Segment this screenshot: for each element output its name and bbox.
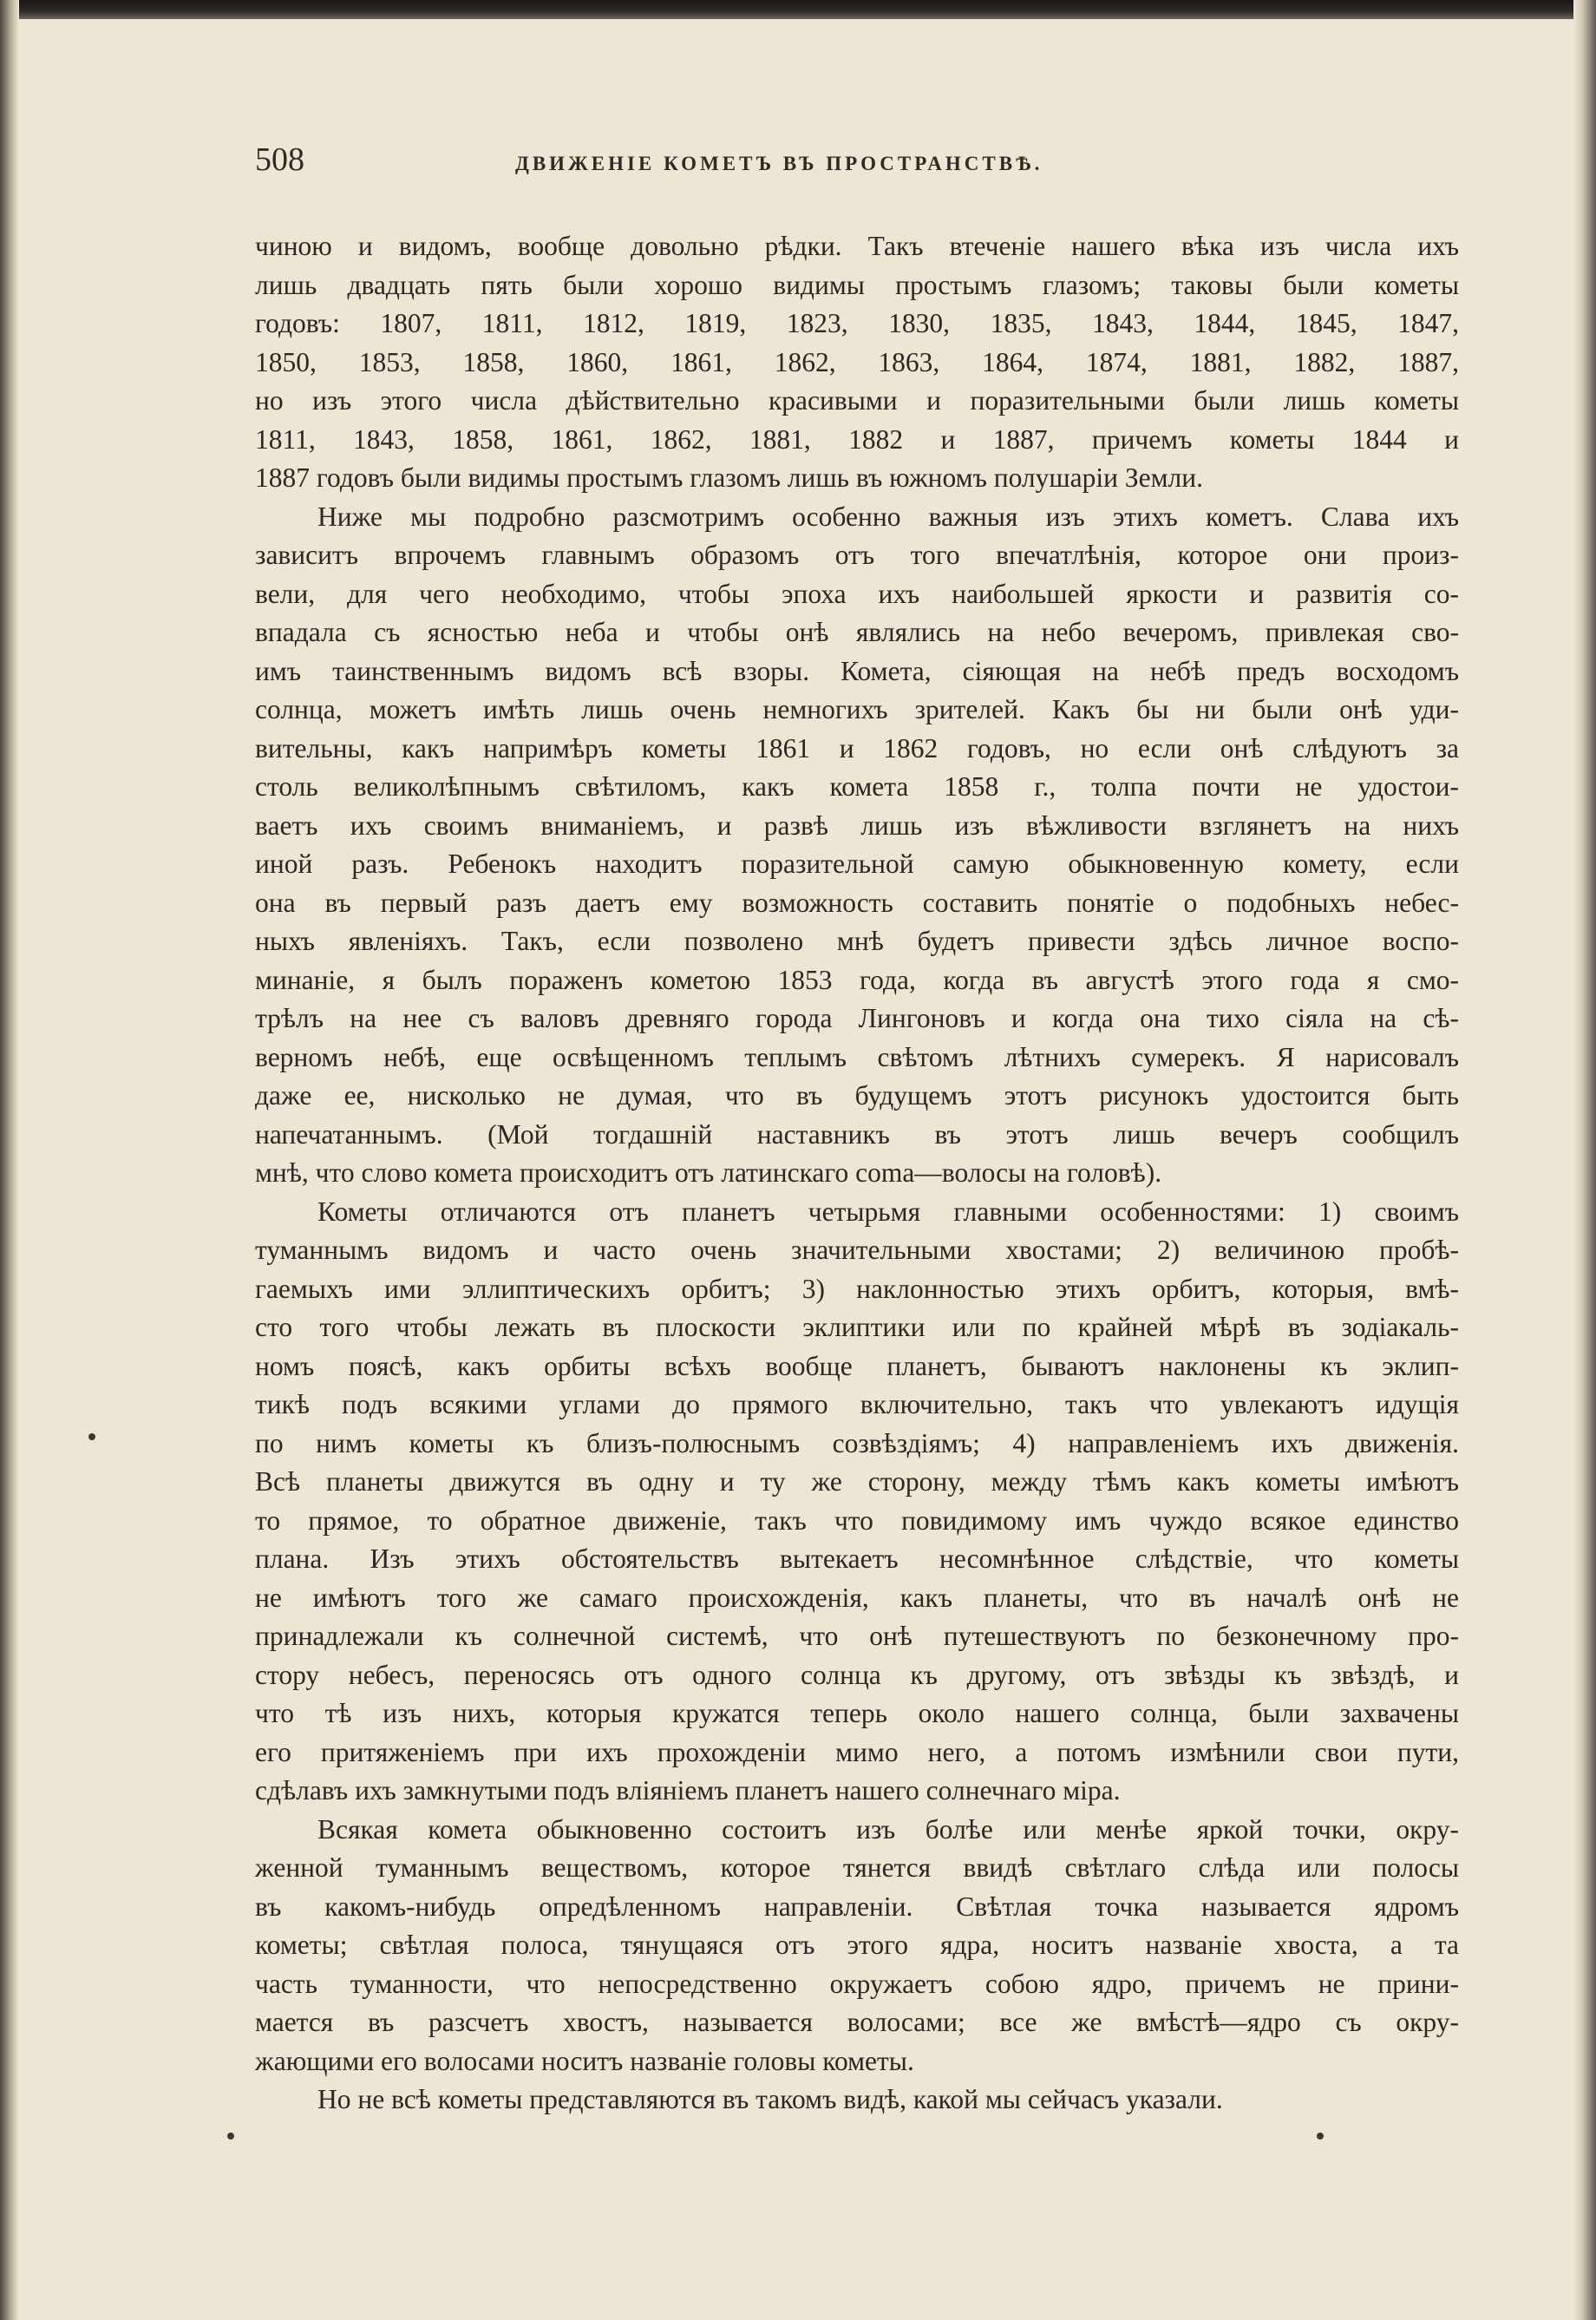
text-line: мается въ разсчетъ хвостъ, называется волосами; все же вмѣстѣ—ядро съ окру- — [255, 2007, 1459, 2037]
page-header — [255, 139, 1459, 191]
text-line: мнѣ, что слово комета происходитъ отъ латинскаго coma—волосы на головѣ). — [255, 1157, 1162, 1188]
text-line: впадала съ ясностью неба и чтобы онѣ являлись на небо вечеромъ, привлекая сво- — [255, 617, 1459, 647]
text-line: 1850, 1853, 1858, 1860, 1861, 1862, 1863, 1864, 1874, 1881, 1882, 1887, — [255, 346, 1459, 377]
text-line: ныхъ явленіяхъ. Такъ, если позволено мнѣ будетъ привести здѣсь личное воспо- — [255, 926, 1459, 956]
text-line: не имѣютъ того же самаго происхожденія, какъ планеты, что въ началѣ онѣ не — [255, 1582, 1459, 1613]
text-line: зависитъ впрочемъ главнымъ образомъ отъ того впечатлѣнія, которое они произ- — [255, 540, 1459, 570]
page-number: 508 — [255, 141, 304, 178]
text-line: что тѣ изъ нихъ, которыя кружатся теперь около нашего солнца, были захвачены — [255, 1698, 1459, 1728]
text-line: жающими его волосами носитъ названіе головы кометы. — [255, 2045, 914, 2076]
text-line: тикѣ подъ всякими углами до прямого включительно, такъ что увлекаютъ идущія — [255, 1389, 1459, 1419]
text-line: Но не всѣ кометы представляются въ такомъ видѣ, какой мы сейчасъ указали. — [317, 2084, 1223, 2114]
text-line: вели, для чего необходимо, чтобы эпоха ихъ наибольшей яркости и развитія со- — [255, 578, 1459, 609]
text-line: иной разъ. Ребенокъ находитъ поразительной самую обыкновенную комету, если — [255, 849, 1459, 879]
text-line: но изъ этого числа дѣйствительно красивыми и поразительными были лишь кометы — [255, 385, 1459, 416]
text-line: годовъ: 1807, 1811, 1812, 1819, 1823, 1830, 1835, 1843, 1844, 1845, 1847, — [255, 308, 1459, 338]
text-line: сдѣлавъ ихъ замкнутыми подъ вліяніемъ планетъ нашего солнечнаго міра. — [255, 1775, 1121, 1806]
text-line: она въ первый разъ даетъ ему возможность составить понятіе о подобныхъ небес- — [255, 887, 1459, 918]
scan-top-edge — [0, 0, 1596, 19]
scan-speck — [88, 1433, 95, 1440]
text-line: сто того чтобы лежать въ плоскости эклиптики или по крайней мѣрѣ въ зодіакаль- — [255, 1312, 1459, 1342]
scan-right-edge — [1573, 0, 1596, 2320]
text-line: женной туманнымъ веществомъ, которое тянется ввидѣ свѣтлаго слѣда или полосы — [255, 1852, 1459, 1883]
text-line: Кометы отличаются отъ планетъ четырьмя главными особенностями: 1) своимъ — [317, 1196, 1459, 1227]
text-line: чиною и видомъ, вообще довольно рѣдки. Такъ втеченіе нашего вѣка изъ числа ихъ — [255, 231, 1459, 261]
text-line: плана. Изъ этихъ обстоятельствъ вытекаетъ несомнѣнное слѣдствіе, что кометы — [255, 1543, 1459, 1574]
text-line: его притяженіемъ при ихъ прохожденіи мимо него, а потомъ измѣнили свои пути, — [255, 1736, 1459, 1767]
text-line: по нимъ кометы къ близъ-полюснымъ созвѣздіямъ; 4) направленіемъ ихъ движенія. — [255, 1427, 1459, 1458]
text-line: ваетъ ихъ своимъ вниманіемъ, и развѣ лишь изъ вѣжливости взглянетъ на нихъ — [255, 809, 1459, 841]
body-text — [255, 227, 1459, 2120]
text-line: туманнымъ видомъ и часто очень значительными хвостами; 2) величиною пробѣ- — [255, 1235, 1459, 1265]
text-line: Всѣ планеты движутся въ одну и ту же сторону, между тѣмъ какъ кометы имѣютъ — [255, 1466, 1459, 1497]
text-line: въ какомъ-нибудь опредѣленномъ направленіи. Свѣтлая точка называется ядромъ — [255, 1891, 1459, 1922]
text-line: Всякая комета обыкновенно состоитъ изъ болѣе или менѣе яркой точки, окру- — [317, 1813, 1459, 1845]
text-line: столь великолѣпнымъ свѣтиломъ, какъ комета 1858 г., толпа почти не удостои- — [255, 771, 1459, 802]
text-line: имъ таинственнымъ видомъ всѣ взоры. Комета, сіяющая на небѣ предъ восходомъ — [255, 655, 1459, 686]
text-line: 1887 годовъ были видимы простымъ глазомъ лишь въ южномъ полушаріи Земли. — [255, 462, 1204, 493]
text-line: стору небесъ, переносясь отъ одного солнца къ другому, отъ звѣзды къ звѣздѣ, и — [255, 1659, 1459, 1690]
text-line: напечатаннымъ. (Мой тогдашній наставникъ въ этотъ лишь вечеръ сообщилъ — [255, 1118, 1459, 1150]
text-line: даже ее, нисколько не думая, что въ будущемъ этотъ рисунокъ удостоится быть — [255, 1080, 1459, 1111]
running-title: ДВИЖЕНІЕ КОМЕТЪ ВЪ ПРОСТРАНСТВѢ. — [515, 153, 1043, 174]
text-line: вительны, какъ напримѣръ кометы 1861 и 1862 годовъ, но если онѣ слѣдуютъ за — [255, 732, 1459, 764]
text-line: кометы; свѣтлая полоса, тянущаяся отъ этого ядра, носитъ названіе хвоста, а та — [255, 1930, 1459, 1960]
text-line: трѣлъ на нее съ валовъ древняго города Лингоновъ и когда она тихо сіяла на сѣ- — [255, 1003, 1459, 1033]
scan-speck — [1317, 2133, 1324, 2140]
text-line: гаемыхъ ими эллиптическихъ орбитъ; 3) наклонностью этихъ орбитъ, которыя, вмѣ- — [255, 1273, 1459, 1304]
text-line: солнца, можетъ имѣть лишь очень немногихъ зрителей. Какъ бы ни были онѣ уди- — [255, 694, 1459, 724]
text-line: минаніе, я былъ пораженъ кометою 1853 года, когда въ августѣ этого года я смо- — [255, 964, 1459, 995]
text-line: лишь двадцать пять были хорошо видимы простымъ глазомъ; таковы были кометы — [255, 269, 1459, 300]
scan-speck — [227, 2133, 234, 2140]
text-line: часть туманности, что непосредственно окружаетъ собою ядро, причемъ не прини- — [255, 1968, 1459, 1999]
text-line: Ниже мы подробно разсмотримъ особенно важныя изъ этихъ кометъ. Слава ихъ — [317, 501, 1459, 532]
text-line: 1811, 1843, 1858, 1861, 1862, 1881, 1882 и 1887, причемъ кометы 1844 и — [255, 423, 1459, 455]
scan-left-edge — [0, 0, 19, 2320]
text-line: номъ поясѣ, какъ орбиты всѣхъ вообще планетъ, бываютъ наклонены къ эклип- — [255, 1350, 1459, 1381]
text-line: то прямое, то обратное движеніе, такъ что повидимому имъ чуждо всякое единство — [255, 1504, 1459, 1536]
text-line: верномъ небѣ, еще освѣщенномъ теплымъ свѣтомъ лѣтнихъ сумерекъ. Я нарисовалъ — [255, 1041, 1459, 1072]
text-line: принадлежали къ солнечной системѣ, что онѣ путешествуютъ по безконечному про- — [255, 1621, 1459, 1651]
